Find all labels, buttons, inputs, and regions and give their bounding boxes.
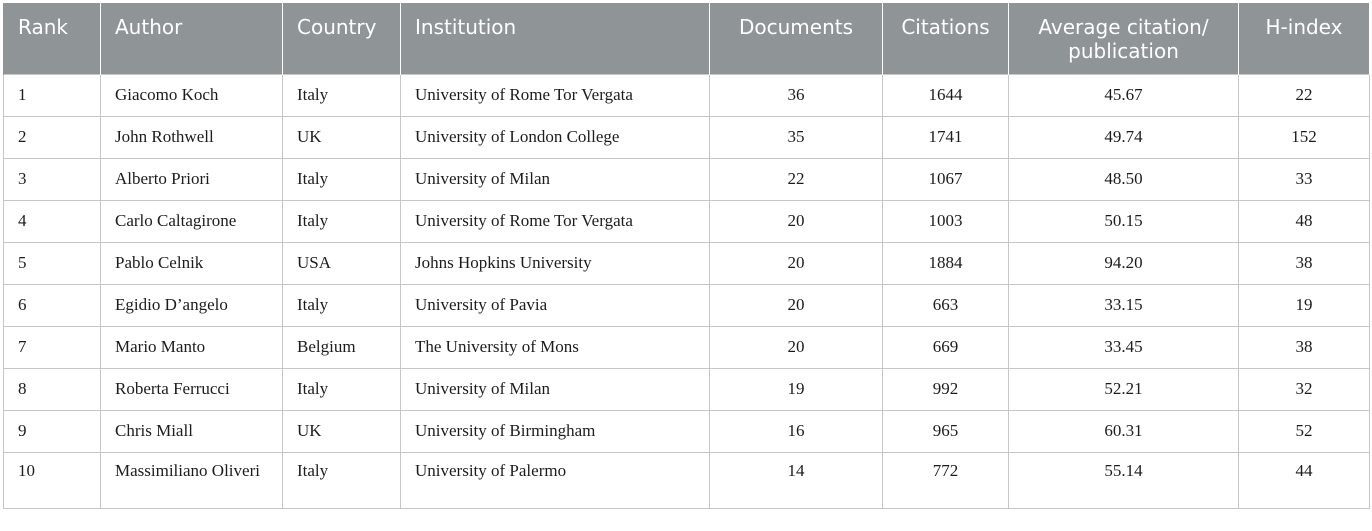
cell-country: Italy xyxy=(283,200,401,242)
cell-author: Chris Miall xyxy=(101,410,283,452)
cell-documents: 22 xyxy=(710,158,883,200)
cell-average-citation: 94.20 xyxy=(1009,242,1239,284)
cell-author: Roberta Ferrucci xyxy=(101,368,283,410)
cell-citations: 965 xyxy=(883,410,1009,452)
cell-documents: 14 xyxy=(710,452,883,508)
cell-hindex: 33 xyxy=(1239,158,1370,200)
cell-rank: 6 xyxy=(4,284,101,326)
cell-author: Carlo Caltagirone xyxy=(101,200,283,242)
table-row xyxy=(4,74,1370,116)
cell-rank: 5 xyxy=(4,242,101,284)
cell-institution: The University of Mons xyxy=(401,326,710,368)
header-average-citation xyxy=(1009,3,1239,74)
cell-country: Italy xyxy=(283,452,401,508)
cell-citations: 992 xyxy=(883,368,1009,410)
cell-citations: 1067 xyxy=(883,158,1009,200)
cell-average-citation: 50.15 xyxy=(1009,200,1239,242)
cell-average-citation: 52.21 xyxy=(1009,368,1239,410)
table-row xyxy=(4,368,1370,410)
cell-institution: University of Milan xyxy=(401,158,710,200)
cell-author: Alberto Priori xyxy=(101,158,283,200)
table-row xyxy=(4,200,1370,242)
cell-country: UK xyxy=(283,410,401,452)
cell-average-citation: 45.67 xyxy=(1009,74,1239,116)
cell-documents: 20 xyxy=(710,284,883,326)
cell-hindex: 22 xyxy=(1239,74,1370,116)
cell-citations: 1741 xyxy=(883,116,1009,158)
cell-author: Egidio D’angelo xyxy=(101,284,283,326)
cell-country: UK xyxy=(283,116,401,158)
cell-hindex: 52 xyxy=(1239,410,1370,452)
table-row xyxy=(4,158,1370,200)
header-institution: Institution xyxy=(401,3,710,74)
cell-citations: 1884 xyxy=(883,242,1009,284)
cell-rank: 10 xyxy=(4,452,101,508)
table-row xyxy=(4,410,1370,452)
cell-rank: 9 xyxy=(4,410,101,452)
cell-average-citation: 33.45 xyxy=(1009,326,1239,368)
cell-hindex: 48 xyxy=(1239,200,1370,242)
cell-institution: University of Rome Tor Vergata xyxy=(401,200,710,242)
header-average-line2: publication xyxy=(1068,39,1179,63)
cell-hindex: 44 xyxy=(1239,452,1370,508)
cell-documents: 16 xyxy=(710,410,883,452)
cell-country: Italy xyxy=(283,158,401,200)
cell-documents: 19 xyxy=(710,368,883,410)
header-row xyxy=(4,3,1370,74)
cell-rank: 7 xyxy=(4,326,101,368)
cell-rank: 8 xyxy=(4,368,101,410)
cell-hindex: 19 xyxy=(1239,284,1370,326)
table-header xyxy=(4,3,1370,74)
cell-documents: 20 xyxy=(710,242,883,284)
cell-citations: 1644 xyxy=(883,74,1009,116)
cell-hindex: 32 xyxy=(1239,368,1370,410)
cell-institution: University of Palermo xyxy=(401,452,710,508)
cell-institution: University of Pavia xyxy=(401,284,710,326)
cell-citations: 663 xyxy=(883,284,1009,326)
cell-institution: Johns Hopkins University xyxy=(401,242,710,284)
cell-hindex: 38 xyxy=(1239,326,1370,368)
header-hindex: H-index xyxy=(1239,3,1370,74)
cell-author: John Rothwell xyxy=(101,116,283,158)
cell-documents: 20 xyxy=(710,200,883,242)
header-documents: Documents xyxy=(710,3,883,74)
cell-documents: 35 xyxy=(710,116,883,158)
cell-institution: University of London College xyxy=(401,116,710,158)
cell-country: Italy xyxy=(283,284,401,326)
cell-author: Mario Manto xyxy=(101,326,283,368)
header-country: Country xyxy=(283,3,401,74)
header-author: Author xyxy=(101,3,283,74)
cell-institution: University of Birmingham xyxy=(401,410,710,452)
cell-citations: 1003 xyxy=(883,200,1009,242)
table-body xyxy=(4,74,1370,508)
cell-country: Italy xyxy=(283,368,401,410)
cell-average-citation: 49.74 xyxy=(1009,116,1239,158)
cell-average-citation: 48.50 xyxy=(1009,158,1239,200)
cell-rank: 4 xyxy=(4,200,101,242)
cell-author: Pablo Celnik xyxy=(101,242,283,284)
cell-documents: 20 xyxy=(710,326,883,368)
cell-hindex: 152 xyxy=(1239,116,1370,158)
cell-citations: 772 xyxy=(883,452,1009,508)
cell-average-citation: 55.14 xyxy=(1009,452,1239,508)
table-row xyxy=(4,116,1370,158)
cell-citations: 669 xyxy=(883,326,1009,368)
cell-country: Belgium xyxy=(283,326,401,368)
cell-average-citation: 33.15 xyxy=(1009,284,1239,326)
cell-average-citation: 60.31 xyxy=(1009,410,1239,452)
header-rank: Rank xyxy=(4,3,101,74)
cell-rank: 3 xyxy=(4,158,101,200)
table-row xyxy=(4,452,1370,508)
cell-author: Massimiliano Oliveri xyxy=(101,452,283,508)
cell-hindex: 38 xyxy=(1239,242,1370,284)
cell-country: Italy xyxy=(283,74,401,116)
author-ranking-table xyxy=(3,3,1370,509)
cell-author: Giacomo Koch xyxy=(101,74,283,116)
cell-documents: 36 xyxy=(710,74,883,116)
cell-rank: 1 xyxy=(4,74,101,116)
header-average-line1: Average citation/ xyxy=(1038,15,1209,39)
table-row xyxy=(4,284,1370,326)
table-row xyxy=(4,326,1370,368)
cell-institution: University of Milan xyxy=(401,368,710,410)
cell-institution: University of Rome Tor Vergata xyxy=(401,74,710,116)
table-row xyxy=(4,242,1370,284)
header-citations: Citations xyxy=(883,3,1009,74)
cell-rank: 2 xyxy=(4,116,101,158)
cell-country: USA xyxy=(283,242,401,284)
